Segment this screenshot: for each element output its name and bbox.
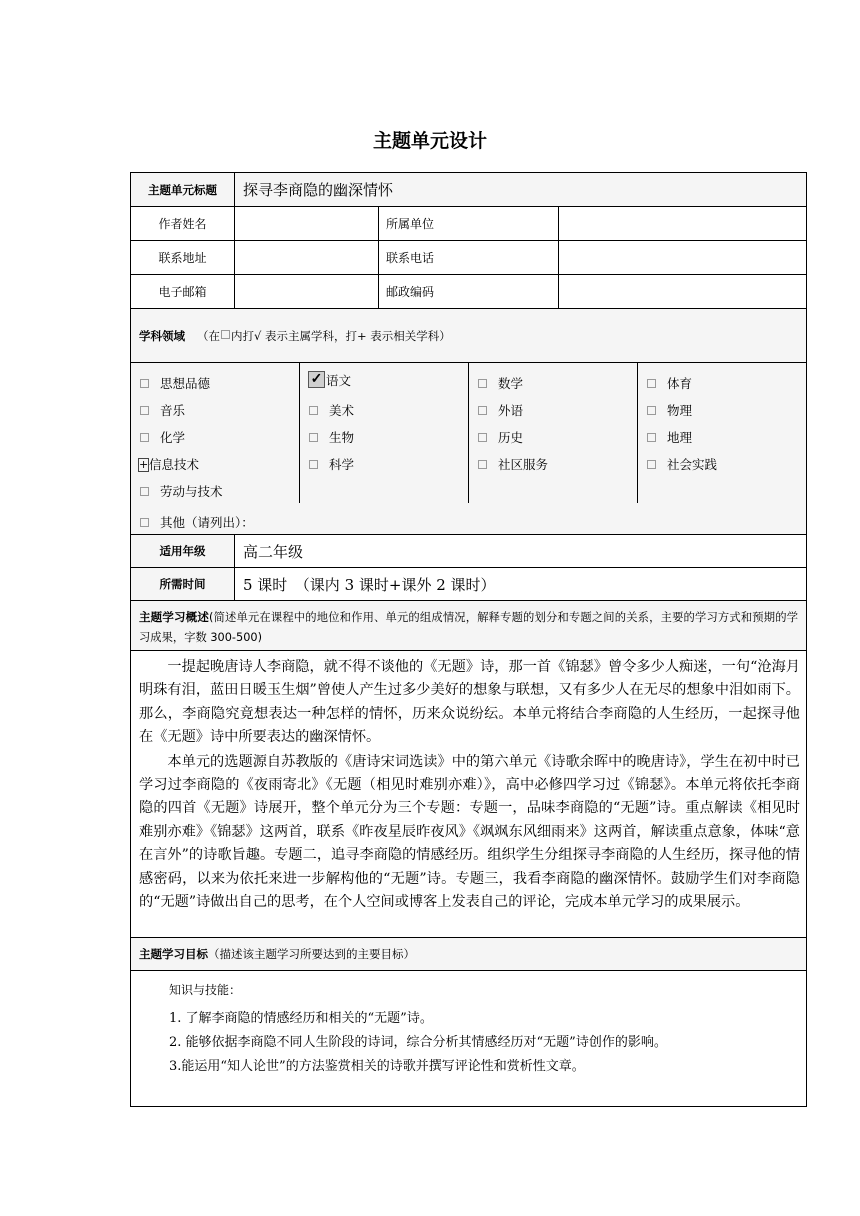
checkbox-icon[interactable] [647, 379, 656, 388]
subject-field-note-b: 内打√ 表示主属学科，打+ 表示相关学科） [231, 328, 451, 343]
subject-label: 历史 [498, 430, 524, 445]
checkbox-icon[interactable] [478, 379, 487, 388]
subject-option-moral[interactable] [140, 374, 210, 392]
subject-field-row [131, 309, 806, 363]
goals-heading: 知识与技能： [169, 983, 242, 997]
subjects-grid [131, 363, 806, 535]
hours-row [131, 568, 806, 601]
subject-label: 劳动与技术 [160, 484, 223, 499]
subject-label: 化学 [160, 430, 186, 445]
subject-option-it[interactable] [138, 455, 199, 473]
subject-label: 外语 [498, 403, 524, 418]
subject-label: 科学 [329, 457, 355, 472]
author-name-field[interactable] [235, 207, 378, 240]
subject-label: 生物 [329, 430, 355, 445]
subject-option-social-practice[interactable] [647, 455, 717, 473]
unit-title-value[interactable]: 探寻李商隐的幽深情怀 [243, 181, 394, 199]
checkbox-legend-icon [221, 330, 230, 339]
address-label: 联系地址 [158, 251, 207, 265]
subject-label: 思想品德 [160, 376, 211, 391]
grade-value[interactable]: 高二年级 [243, 542, 304, 561]
info-row [131, 275, 806, 309]
overview-paragraph: 本单元的选题源自苏教版的《唐诗宋词选读》中的第六单元《诗歌余晖中的晚唐诗》，学生在初中时已学习过李商隐的《夜雨寄北》《无题（相见时难别亦难）》，高中必修四学习过《锦瑟》。本单元将依托李商隐的四首《无题》诗展开，整个单元分为三个专题：专题一，品味李商隐的“无题”诗。重点解读《相见时难别亦难》《锦瑟》这两首，联系《昨夜星辰昨夜风》《飒飒东风细雨来》这两首，解读重点意象，体味“意在言外”的诗歌旨趣。专题二，追寻李商隐的情感经历。组织学生分组探寻李商隐的人生经历，探寻他的情感密码，以来为依托来进一步解构他的“无题”诗。专题三，我看李商隐的幽深情怀。鼓励学生们对李商隐的“无题”诗做出自己的思考，在个人空间或博客上发表自己的评论，完成本单元学习的成果展示。 [139, 753, 800, 911]
document-title: 主题单元设计 [372, 130, 487, 152]
overview-desc: (简述单元在课程中的地位和作用、单元的组成情况，解释专题的划分和专题之间的关系，主要的学习方式和预期的学习成果，字数 300-500) [139, 611, 798, 644]
subject-label: 音乐 [160, 403, 186, 418]
hours-label: 所需时间 [131, 568, 234, 600]
checkbox-icon[interactable] [309, 460, 318, 469]
author-name-label: 作者姓名 [158, 217, 207, 231]
checkbox-icon[interactable] [309, 406, 318, 415]
unit-title-row [131, 173, 806, 207]
subject-label: 地理 [667, 430, 693, 445]
subject-label: 语文 [326, 373, 352, 388]
checkbox-icon[interactable] [140, 406, 149, 415]
subject-label: 美术 [329, 403, 355, 418]
goals-label: 主题学习目标 [139, 947, 208, 961]
info-row [131, 241, 806, 275]
subject-label: 物理 [667, 403, 693, 418]
goals-desc: （描述该主题学习所要达到的主要目标） [208, 947, 415, 961]
subject-option-math[interactable] [478, 374, 523, 392]
subject-column-divider [468, 363, 469, 503]
checkbox-icon[interactable] [647, 433, 656, 442]
subject-option-chemistry[interactable] [140, 428, 185, 446]
subject-label: 社区服务 [498, 457, 549, 472]
plus-mark-icon[interactable]: + [139, 457, 149, 471]
checkbox-icon[interactable] [478, 433, 487, 442]
grade-label: 适用年级 [131, 535, 234, 567]
phone-label: 联系电话 [386, 251, 435, 265]
subject-option-history[interactable] [478, 428, 523, 446]
subject-label: 体育 [667, 376, 693, 391]
overview-header-row [131, 601, 806, 651]
checkbox-icon[interactable] [478, 460, 487, 469]
grade-row [131, 535, 806, 568]
subject-option-other[interactable] [140, 513, 254, 531]
subject-option-physics[interactable] [647, 401, 692, 419]
checkbox-icon[interactable] [647, 406, 656, 415]
subject-option-art[interactable] [309, 401, 354, 419]
info-row [131, 207, 806, 241]
subject-label: 数学 [498, 376, 524, 391]
subject-field-label: 学科领域 [139, 328, 185, 343]
subject-label: 社会实践 [667, 457, 718, 472]
goal-item: 2. 能够依据李商隐不同人生阶段的诗词，综合分析其情感经历对“无题”诗创作的影响。 [169, 1035, 667, 1050]
overview-label: 主题学习概述 [139, 610, 209, 624]
subject-option-biology[interactable] [309, 428, 354, 446]
goal-item: 3.能运用“知人论世”的方法鉴赏相关的诗歌并撰写评论性和赏析性文章。 [169, 1059, 585, 1074]
overview-header [139, 607, 798, 648]
postcode-field[interactable] [559, 275, 806, 308]
goals-header-row [131, 938, 806, 971]
subject-option-music[interactable] [140, 401, 185, 419]
unit-design-form [130, 172, 807, 1107]
subject-option-pe[interactable] [647, 374, 692, 392]
subject-option-chinese[interactable] [308, 371, 351, 390]
checkbox-icon[interactable] [140, 379, 149, 388]
subject-column-divider [637, 363, 638, 503]
overview-body[interactable] [139, 656, 800, 914]
checkmark-icon[interactable]: ✓ [308, 371, 325, 388]
overview-paragraph: 一提起晚唐诗人李商隐，就不得不谈他的《无题》诗，那一首《锦瑟》曾令多少人痴迷，一句“沧海月明珠有泪，蓝田日暖玉生烟”曾使人产生过多少美好的想象与联想，又有多少人在无尽的想象中泪如雨下。那么，李商隐究竟想表达一种怎样的情怀，历来众说纷纭。本单元将结合李商隐的人生经历，一起探寻他在《无题》诗中所要表达的幽深情怀。 [139, 659, 800, 746]
subject-field-header [139, 309, 806, 362]
postcode-label: 邮政编码 [386, 285, 435, 299]
checkbox-icon[interactable] [647, 460, 656, 469]
unit-title-label: 主题单元标题 [148, 182, 217, 197]
checkbox-icon[interactable] [478, 406, 487, 415]
organization-field[interactable] [559, 207, 806, 240]
subject-option-foreign-language[interactable] [478, 401, 523, 419]
goal-item: 1. 了解李商隐的情感经历和相关的“无题”诗。 [169, 1011, 433, 1026]
subject-field-note-a: （在 [197, 328, 220, 343]
subject-option-community-service[interactable] [478, 455, 548, 473]
subject-label: 其他（请列出）： [160, 515, 254, 530]
address-field[interactable] [235, 241, 378, 274]
subject-option-science[interactable] [309, 455, 354, 473]
email-label: 电子邮箱 [158, 285, 207, 299]
checkbox-icon[interactable] [140, 487, 149, 496]
checkbox-icon[interactable] [140, 518, 149, 527]
organization-label: 所属单位 [386, 217, 435, 231]
phone-field[interactable] [559, 241, 806, 274]
subject-option-labor[interactable] [140, 482, 223, 500]
goals-body[interactable] [131, 971, 806, 1106]
checkbox-icon[interactable] [140, 433, 149, 442]
subject-column-divider [299, 363, 300, 503]
hours-value[interactable]: 5 课时 （课内 3 课时+课外 2 课时） [243, 575, 496, 594]
subject-option-geography[interactable] [647, 428, 692, 446]
goals-header [139, 938, 806, 970]
overview-body-row [131, 651, 806, 938]
checkbox-icon[interactable] [309, 433, 318, 442]
subject-label: 信息技术 [149, 457, 200, 472]
email-field[interactable] [235, 275, 378, 308]
